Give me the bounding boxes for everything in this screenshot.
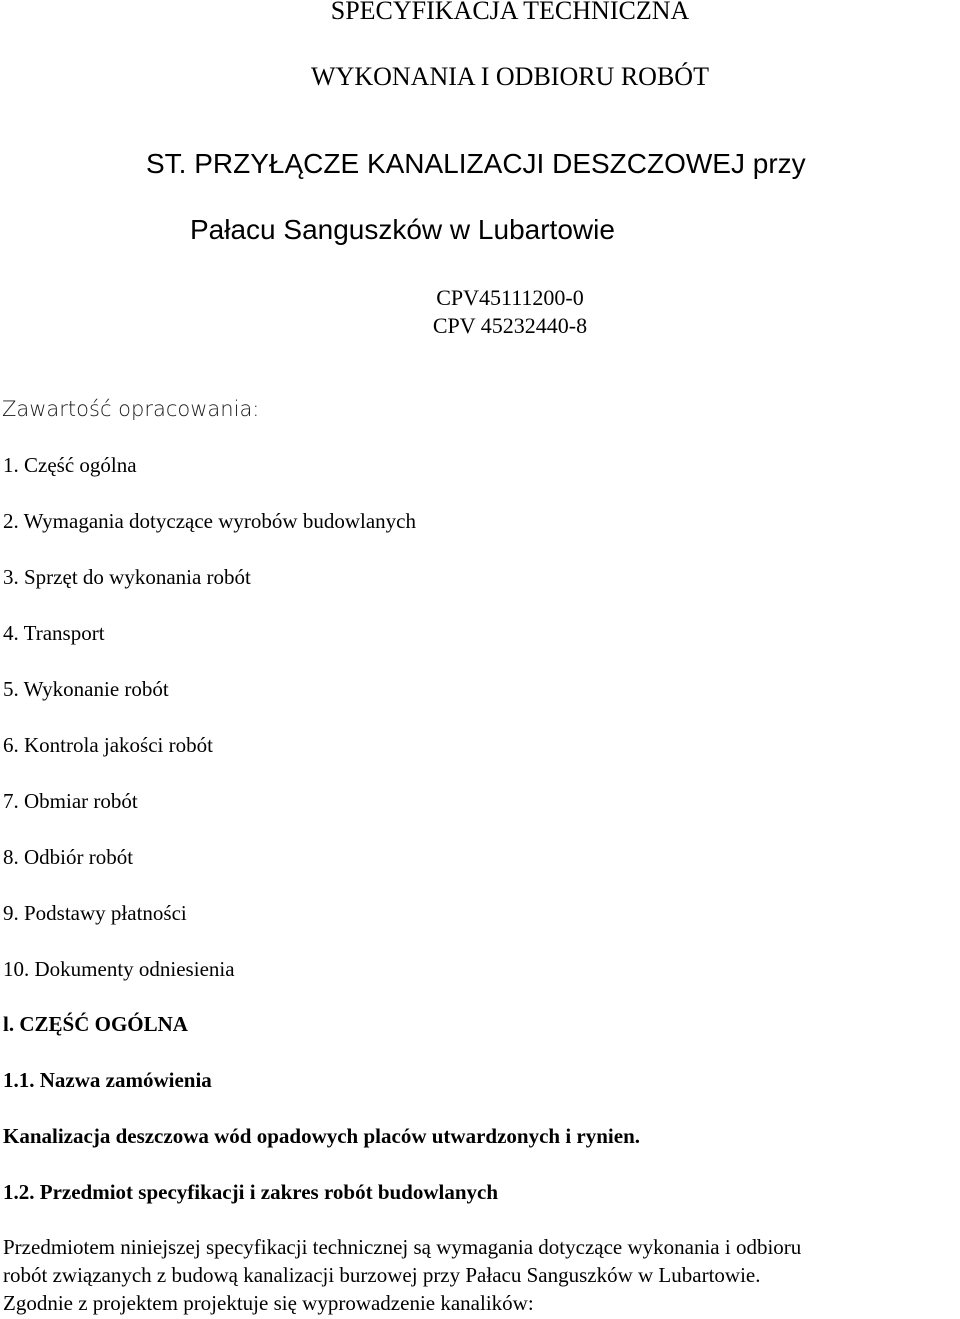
contents-item: 10. Dokumenty odniesienia bbox=[3, 957, 235, 981]
contents-item: 9. Podstawy płatności bbox=[3, 901, 187, 925]
contents-item: 1. Część ogólna bbox=[3, 453, 137, 477]
section-heading: l. CZĘŚĆ OGÓLNA bbox=[3, 1012, 188, 1036]
subsection-heading: 1.1. Nazwa zamówienia bbox=[3, 1068, 212, 1092]
paragraph-line: robót związanych z budową kanalizacji burzowej przy Pałacu Sanguszków w Lubartowie. bbox=[3, 1263, 761, 1287]
paragraph-line: Zgodnie z projektem projektuje się wyprowadzenie kanalików: bbox=[3, 1291, 534, 1315]
contents-item: 7. Obmiar robót bbox=[3, 789, 138, 813]
contents-item: 8. Odbiór robót bbox=[3, 845, 134, 869]
contents-item: 2. Wymagania dotyczące wyrobów budowlanych bbox=[3, 509, 416, 533]
contents-item: 6. Kontrola jakości robót bbox=[3, 733, 213, 757]
order-name-text: Kanalizacja deszczowa wód opadowych placów utwardzonych i rynien. bbox=[3, 1124, 640, 1148]
subsection-heading: 1.2. Przedmiot specyfikacji i zakres robót budowlanych bbox=[3, 1180, 499, 1204]
project-subject-line1: ST. PRZYŁĄCZE KANALIZACJI DESZCZOWEJ przy bbox=[146, 148, 806, 179]
contents-item: 3. Sprzęt do wykonania robót bbox=[3, 565, 251, 589]
contents-item: 5. Wykonanie robót bbox=[3, 677, 169, 701]
document-title: SPECYFIKACJA TECHNICZNA bbox=[330, 0, 690, 25]
cpv-code-1: CPV45111200-0 bbox=[436, 285, 584, 310]
document-title-subline: WYKONANIA I ODBIORU ROBÓT bbox=[311, 62, 709, 91]
contents-item: 4. Transport bbox=[3, 621, 105, 645]
cpv-code-2: CPV 45232440-8 bbox=[432, 313, 588, 338]
project-subject-line2: Pałacu Sanguszków w Lubartowie bbox=[190, 214, 615, 245]
paragraph-line: Przedmiotem niniejszej specyfikacji technicznej są wymagania dotyczące wykonania i odbioru bbox=[3, 1235, 802, 1259]
contents-heading: Zawartość opracowania: bbox=[2, 397, 260, 421]
